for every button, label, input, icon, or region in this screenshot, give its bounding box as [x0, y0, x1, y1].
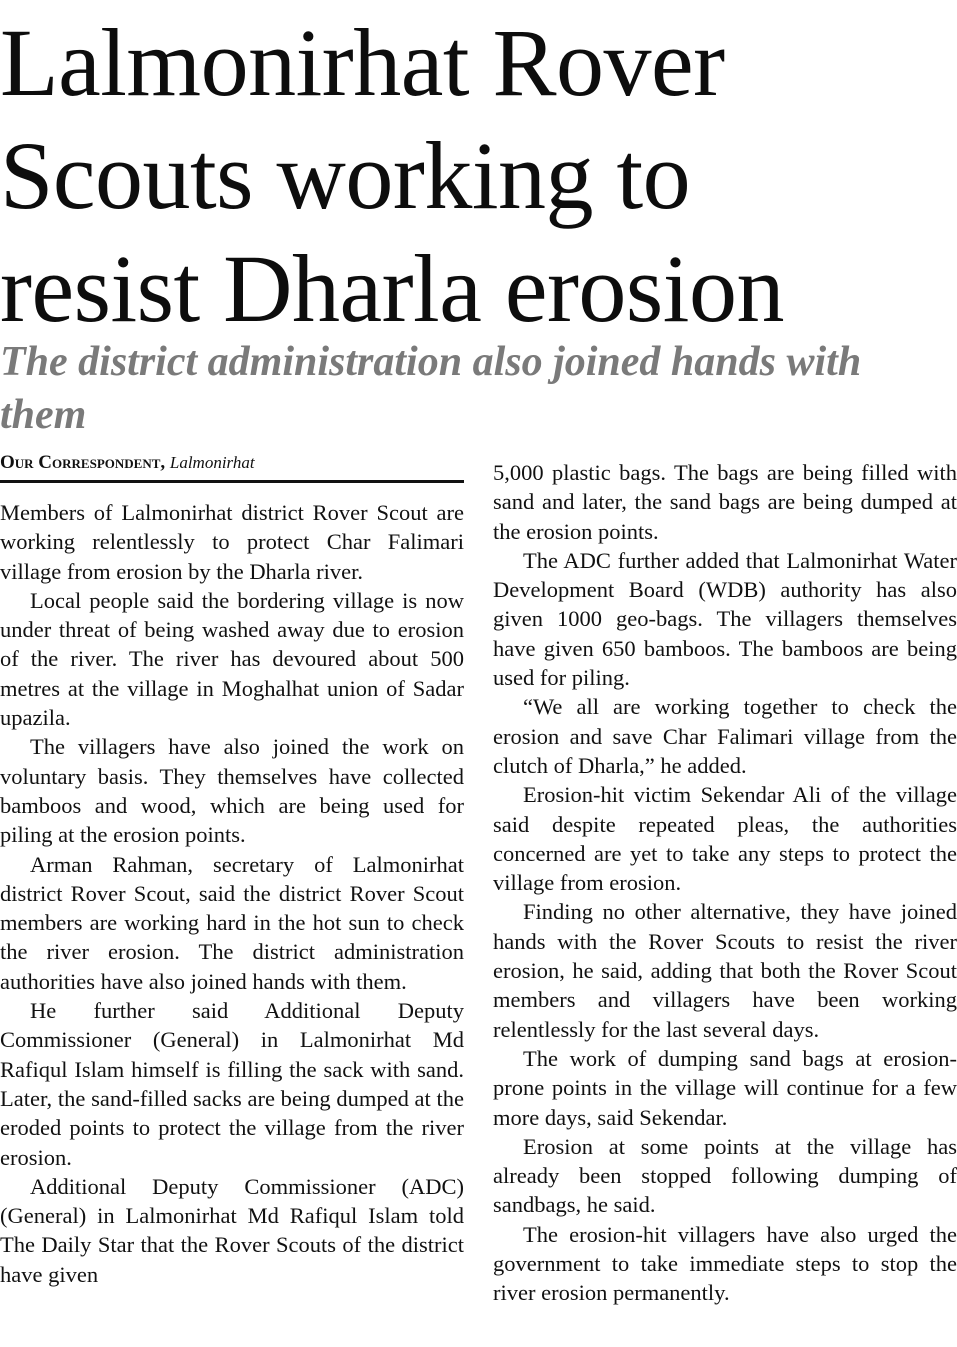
article-column-right	[493, 458, 957, 1308]
paragraph: The villagers have also joined the work on voluntary basis. They themselves have collected bamboos and wood, which are being used for piling at the erosion points.	[0, 734, 464, 848]
headline-line-1: Lalmonirhat Rover	[0, 9, 725, 116]
paragraph: The ADC further added that Lalmonirhat Water Development Board (WDB) authority has also given 1000 geo-bags. The villagers themselves have given 650 bamboos. The bamboos are being used for piling.	[493, 547, 957, 691]
byline-location: Lalmonirhat	[169, 453, 255, 472]
byline-author: Our Correspondent,	[0, 452, 166, 473]
paragraph: He further said Additional Deputy Commissioner (General) in Lalmonirhat Md Rafiqul Islam himself is filling the sack with sand. Later, the sand-filled sacks are being dumped at the eroded points to protect the village from the river erosion.	[0, 998, 464, 1170]
paragraph: Erosion at some points at the village has already been stopped following dumping of sandbags, he said.	[493, 1133, 957, 1218]
headline	[0, 6, 957, 345]
paragraph: Local people said the bordering village is now under threat of being washed away due to erosion of the river. The river has devoured about 500 metres at the village in Moghalhat union of Sadar upazila.	[0, 587, 464, 731]
headline-line-3: resist Dharla erosion	[0, 235, 784, 342]
paragraph: The erosion-hit villagers have also urged the government to take immediate steps to stop the river erosion permanently.	[493, 1221, 957, 1306]
paragraph: “We all are working together to check the erosion and save Char Falimari village from the clutch of Dharla,” he added.	[493, 694, 957, 778]
headline-line-2: Scouts working to	[0, 122, 691, 229]
paragraph: 5,000 plastic bags. The bags are being filled with sand and later, the sand bags are being dumped at the erosion points.	[493, 460, 957, 544]
paragraph: The work of dumping sand bags at erosion-prone points in the village will continue for a few more days, said Sekendar.	[493, 1045, 957, 1130]
byline	[0, 450, 464, 483]
subheadline: The district administration also joined hands with them	[0, 339, 862, 438]
paragraph: Members of Lalmonirhat district Rover Scout are working relentlessly to protect Char Falimari village from erosion by the Dharla river.	[0, 500, 464, 584]
paragraph: Arman Rahman, secretary of Lalmonirhat district Rover Scout, said the district Rover Scout members are working hard in the hot sun to check the river erosion. The district administration authorities have also joined hands with them.	[0, 851, 464, 994]
article-column-left	[0, 498, 464, 1289]
paragraph: Finding no other alternative, they have joined hands with the Rover Scouts to resist the river erosion, he said, adding that both the Rover Scout members and villagers have been working relentlessly for the last several days.	[493, 899, 957, 1042]
paragraph: Additional Deputy Commissioner (ADC) (General) in Lalmonirhat Md Rafiqul Islam told The Daily Star that the Rover Scouts of the district have given	[0, 1173, 464, 1287]
paragraph: Erosion-hit victim Sekendar Ali of the village said despite repeated pleas, the authorities concerned are yet to take any steps to protect the village from erosion.	[493, 782, 957, 896]
